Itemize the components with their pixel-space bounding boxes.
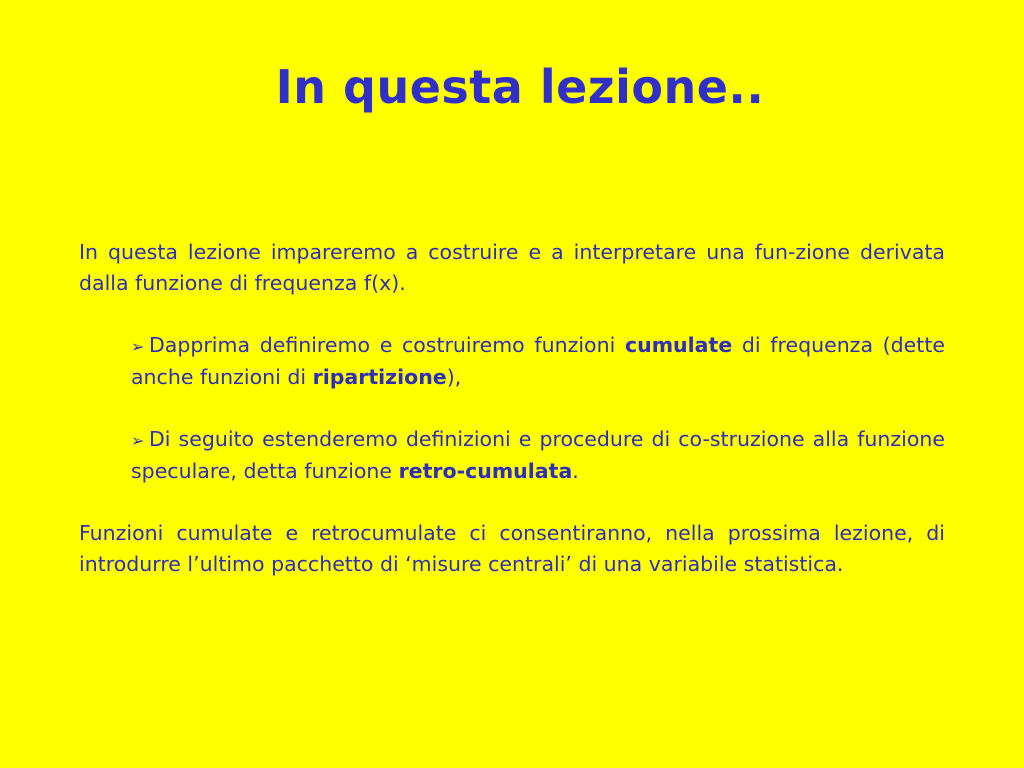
intro-paragraph: In questa lezione impareremo a costruire e a interpretare una fun-zione derivata dalla funzione di frequenza f(x).: [79, 240, 945, 295]
slide-title: In questa lezione..: [275, 60, 765, 114]
conclusion-paragraph: Funzioni cumulate e retrocumulate ci consentiranno, nella prossima lezione, di introdurre l’ultimo pacchetto di ‘misure centrali’ di una variabile statistica.: [79, 521, 945, 576]
bold-term-cumulate: cumulate: [624, 333, 733, 357]
slide-body: [79, 237, 945, 611]
arrow-bullet-icon: ➢: [131, 431, 145, 450]
bold-term-ripartizione: ripartizione: [312, 365, 447, 389]
bullet-item-cumulate: [131, 330, 945, 393]
bullet-text: di frequenza (dette anche funzioni di: [131, 333, 945, 389]
bullet-text: .: [572, 459, 579, 483]
bullet-item-retrocumulata: [131, 424, 945, 487]
bullet-text: Dapprima definiremo e costruiremo funzioni: [149, 333, 625, 357]
bullet-text: Di seguito estenderemo definizioni e procedure di co-struzione alla funzione speculare, detta funzione: [131, 427, 945, 483]
bold-term-retro-cumulata: retro-cumulata: [398, 459, 573, 483]
arrow-bullet-icon: ➢: [131, 337, 145, 356]
bullet-text: ),: [446, 365, 462, 389]
